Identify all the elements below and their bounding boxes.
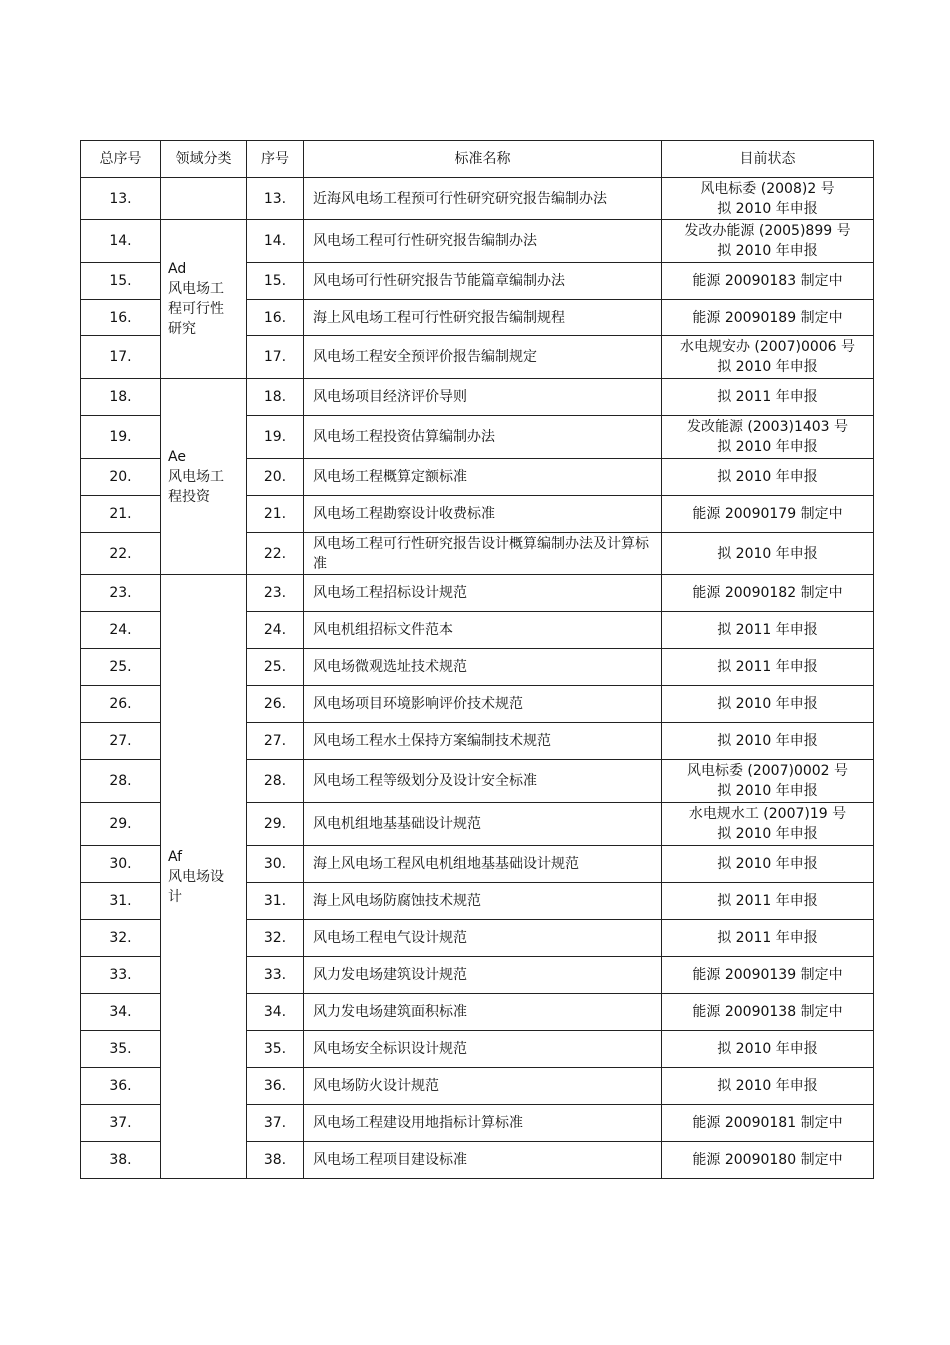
seq-cell: 27. <box>247 723 304 760</box>
standard-name-cell: 海上风电场工程风电机组地基基础设计规范 <box>304 846 662 883</box>
seq-cell: 26. <box>247 686 304 723</box>
total-seq-cell: 29. <box>81 803 161 846</box>
status-cell <box>662 379 874 416</box>
seq-cell: 31. <box>247 883 304 920</box>
standard-name-cell: 风电场工程建设用地指标计算标准 <box>304 1105 662 1142</box>
status-cell <box>662 1031 874 1068</box>
standard-name-cell: 风力发电场建筑面积标准 <box>304 994 662 1031</box>
status-cell <box>662 883 874 920</box>
seq-cell: 21. <box>247 496 304 533</box>
total-seq-cell: 14. <box>81 220 161 263</box>
domain-cell <box>161 379 247 575</box>
seq-cell: 29. <box>247 803 304 846</box>
standard-name-cell: 风电场防火设计规范 <box>304 1068 662 1105</box>
total-seq-cell: 16. <box>81 300 161 336</box>
status-line: 拟 2011 年申报 <box>717 389 818 405</box>
standard-name-cell: 风电场工程水土保持方案编制技术规范 <box>304 723 662 760</box>
status-line: 拟 2010 年申报 <box>717 696 818 712</box>
total-seq-cell: 36. <box>81 1068 161 1105</box>
domain-label-line: Af <box>168 848 183 865</box>
seq-cell: 25. <box>247 649 304 686</box>
standard-name-cell: 风电场工程电气设计规范 <box>304 920 662 957</box>
header-seq: 序号 <box>247 141 304 178</box>
total-seq-cell: 13. <box>81 178 161 220</box>
total-seq-cell: 21. <box>81 496 161 533</box>
status-line: 发改办能源 (2005)899 号 <box>684 223 851 239</box>
seq-cell: 28. <box>247 760 304 803</box>
total-seq-cell: 26. <box>81 686 161 723</box>
total-seq-cell: 27. <box>81 723 161 760</box>
domain-label-line: 风电场工 <box>168 281 224 297</box>
standard-name-cell: 风电场工程安全预评价报告编制规定 <box>304 336 662 379</box>
status-line: 能源 20090181 制定中 <box>692 1115 843 1131</box>
total-seq-cell: 28. <box>81 760 161 803</box>
status-line: 拟 2010 年申报 <box>717 243 818 259</box>
total-seq-cell: 22. <box>81 533 161 575</box>
standard-name-cell: 风力发电场建筑设计规范 <box>304 957 662 994</box>
status-line: 拟 2011 年申报 <box>717 622 818 638</box>
status-cell <box>662 723 874 760</box>
seq-cell: 16. <box>247 300 304 336</box>
status-line: 拟 2010 年申报 <box>717 1078 818 1094</box>
status-cell <box>662 803 874 846</box>
standard-name-cell: 风电场工程可行性研究报告设计概算编制办法及计算标准 <box>304 533 662 575</box>
total-seq-cell: 37. <box>81 1105 161 1142</box>
standard-name-cell: 风电场可行性研究报告节能篇章编制办法 <box>304 263 662 300</box>
standard-name-cell: 风电场项目环境影响评价技术规范 <box>304 686 662 723</box>
total-seq-cell: 33. <box>81 957 161 994</box>
status-cell <box>662 1105 874 1142</box>
status-cell <box>662 533 874 575</box>
seq-cell: 37. <box>247 1105 304 1142</box>
status-line: 能源 20090183 制定中 <box>692 273 843 289</box>
table-row <box>81 575 874 612</box>
standard-name-cell: 风电机组招标文件范本 <box>304 612 662 649</box>
standards-table <box>80 140 874 1179</box>
domain-cell <box>161 178 247 220</box>
total-seq-cell: 23. <box>81 575 161 612</box>
status-cell <box>662 416 874 459</box>
status-cell <box>662 1068 874 1105</box>
domain-label-line: 程可行性 <box>168 301 224 317</box>
standard-name-cell: 风电场工程可行性研究报告编制办法 <box>304 220 662 263</box>
header-status: 目前状态 <box>662 141 874 178</box>
status-cell <box>662 263 874 300</box>
status-cell <box>662 994 874 1031</box>
status-line: 发改能源 (2003)1403 号 <box>686 419 849 435</box>
total-seq-cell: 35. <box>81 1031 161 1068</box>
status-cell <box>662 957 874 994</box>
status-line: 能源 20090182 制定中 <box>692 585 843 601</box>
seq-cell: 20. <box>247 459 304 496</box>
table-body <box>81 178 874 1179</box>
standard-name-cell: 风电场工程项目建设标准 <box>304 1142 662 1179</box>
domain-label-line: 研究 <box>168 321 196 337</box>
status-line: 水电规安办 (2007)0006 号 <box>679 339 856 355</box>
status-line: 能源 20090180 制定中 <box>692 1152 843 1168</box>
status-line: 风电标委 (2007)0002 号 <box>686 763 849 779</box>
seq-cell: 24. <box>247 612 304 649</box>
seq-cell: 36. <box>247 1068 304 1105</box>
status-cell <box>662 1142 874 1179</box>
status-line: 拟 2010 年申报 <box>717 826 818 842</box>
standard-name-cell: 海上风电场防腐蚀技术规范 <box>304 883 662 920</box>
status-line: 能源 20090139 制定中 <box>692 967 843 983</box>
status-line: 能源 20090189 制定中 <box>692 309 843 326</box>
status-line: 拟 2010 年申报 <box>717 200 818 217</box>
seq-cell: 30. <box>247 846 304 883</box>
status-line: 风电标委 (2008)2 号 <box>700 180 835 197</box>
status-line: 拟 2010 年申报 <box>717 359 818 375</box>
total-seq-cell: 25. <box>81 649 161 686</box>
header-total-seq: 总序号 <box>81 141 161 178</box>
total-seq-cell: 17. <box>81 336 161 379</box>
seq-cell: 17. <box>247 336 304 379</box>
status-line: 拟 2011 年申报 <box>717 930 818 946</box>
total-seq-cell: 19. <box>81 416 161 459</box>
domain-label-line: 程投资 <box>168 488 210 505</box>
status-line: 拟 2010 年申报 <box>717 783 818 799</box>
status-cell <box>662 686 874 723</box>
standard-name-cell: 近海风电场工程预可行性研究研究报告编制办法 <box>304 178 662 220</box>
seq-cell: 38. <box>247 1142 304 1179</box>
status-cell <box>662 846 874 883</box>
status-line: 拟 2010 年申报 <box>717 545 818 562</box>
domain-label-line: Ad <box>168 261 187 277</box>
status-cell <box>662 459 874 496</box>
table-row <box>81 379 874 416</box>
domain-label-line: Ae <box>168 448 186 465</box>
status-line: 能源 20090138 制定中 <box>692 1004 843 1020</box>
seq-cell: 34. <box>247 994 304 1031</box>
status-line: 拟 2010 年申报 <box>717 439 818 455</box>
status-cell <box>662 612 874 649</box>
status-cell <box>662 760 874 803</box>
seq-cell: 13. <box>247 178 304 220</box>
seq-cell: 32. <box>247 920 304 957</box>
standard-name-cell: 风电场工程勘察设计收费标准 <box>304 496 662 533</box>
status-cell <box>662 920 874 957</box>
status-cell <box>662 178 874 220</box>
seq-cell: 18. <box>247 379 304 416</box>
domain-label-line: 计 <box>168 888 182 905</box>
standard-name-cell: 风电场微观选址技术规范 <box>304 649 662 686</box>
domain-label-line: 风电场工 <box>168 468 224 485</box>
total-seq-cell: 34. <box>81 994 161 1031</box>
standard-name-cell: 风电场安全标识设计规范 <box>304 1031 662 1068</box>
domain-cell <box>161 575 247 1179</box>
status-line: 拟 2010 年申报 <box>717 856 818 872</box>
standard-name-cell: 风电场项目经济评价导则 <box>304 379 662 416</box>
table-row <box>81 178 874 220</box>
status-line: 拟 2011 年申报 <box>717 893 818 909</box>
status-cell <box>662 220 874 263</box>
standard-name-cell: 风电机组地基基础设计规范 <box>304 803 662 846</box>
status-line: 拟 2010 年申报 <box>717 469 818 485</box>
standard-name-cell: 风电场工程概算定额标准 <box>304 459 662 496</box>
total-seq-cell: 30. <box>81 846 161 883</box>
total-seq-cell: 31. <box>81 883 161 920</box>
domain-cell <box>161 220 247 379</box>
total-seq-cell: 38. <box>81 1142 161 1179</box>
status-cell <box>662 649 874 686</box>
total-seq-cell: 18. <box>81 379 161 416</box>
header-standard-name: 标准名称 <box>304 141 662 178</box>
status-line: 拟 2010 年申报 <box>717 1041 818 1057</box>
total-seq-cell: 24. <box>81 612 161 649</box>
table-header-row <box>81 141 874 178</box>
seq-cell: 33. <box>247 957 304 994</box>
seq-cell: 19. <box>247 416 304 459</box>
total-seq-cell: 32. <box>81 920 161 957</box>
standard-name-cell: 海上风电场工程可行性研究报告编制规程 <box>304 300 662 336</box>
seq-cell: 15. <box>247 263 304 300</box>
standard-name-cell: 风电场工程投资估算编制办法 <box>304 416 662 459</box>
seq-cell: 23. <box>247 575 304 612</box>
status-cell <box>662 496 874 533</box>
total-seq-cell: 20. <box>81 459 161 496</box>
status-line: 水电规水工 (2007)19 号 <box>688 806 847 822</box>
domain-label-line: 风电场设 <box>168 868 224 885</box>
standard-name-cell: 风电场工程等级划分及设计安全标准 <box>304 760 662 803</box>
status-cell <box>662 300 874 336</box>
header-domain: 领域分类 <box>161 141 247 178</box>
seq-cell: 35. <box>247 1031 304 1068</box>
status-line: 拟 2011 年申报 <box>717 659 818 675</box>
table-row <box>81 220 874 263</box>
seq-cell: 14. <box>247 220 304 263</box>
total-seq-cell: 15. <box>81 263 161 300</box>
status-line: 能源 20090179 制定中 <box>692 506 843 522</box>
status-cell <box>662 336 874 379</box>
status-cell <box>662 575 874 612</box>
status-line: 拟 2010 年申报 <box>717 733 818 749</box>
seq-cell: 22. <box>247 533 304 575</box>
standard-name-cell: 风电场工程招标设计规范 <box>304 575 662 612</box>
